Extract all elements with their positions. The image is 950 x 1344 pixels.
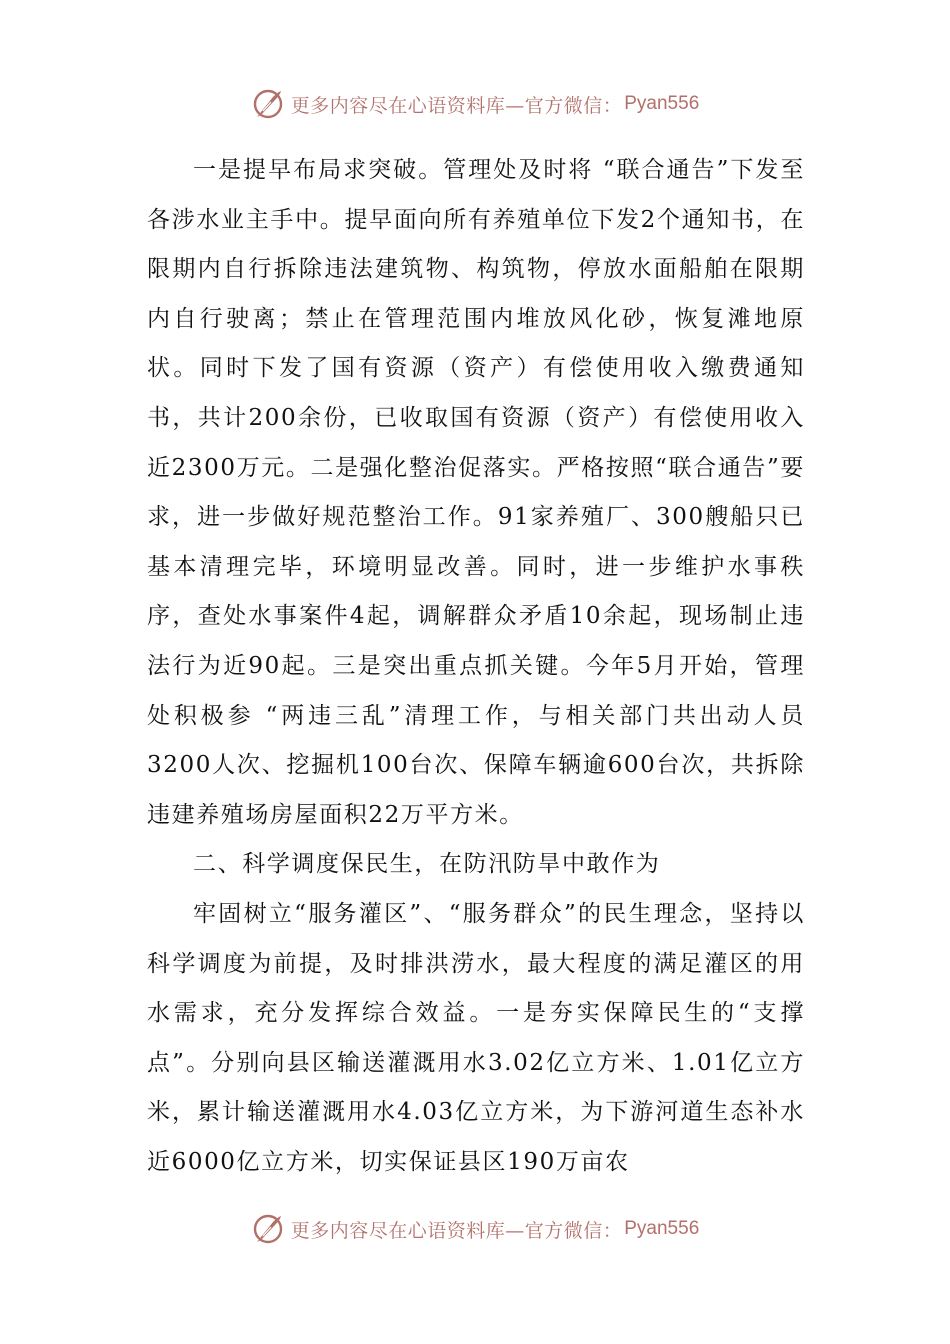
header-banner-handle: Pyan556 xyxy=(624,93,700,114)
section-heading: 二、科学调度保民生，在防汛防旱中敢作为 xyxy=(193,851,661,878)
footer-watermark-banner xyxy=(0,1209,950,1249)
header-watermark-banner xyxy=(0,84,950,124)
quill-logo-icon xyxy=(251,87,285,121)
document-body xyxy=(147,146,805,1187)
body-paragraph-2: 牢固树立“服务灌区”、“服务群众”的民生理念，坚持以科学调度为前提，及时排洪涝水，最大程度的满足灌区的用水需求，充分发挥综合效益。一是夯实保障民生的“支撑点”。分别向县区输送灌溉用水3.02亿立方米、1.01亿立方米，累计输送灌溉用水4.03亿立方米，为下游河道生态补水近6000亿立方米，切实保证县区190万亩农 xyxy=(147,900,805,1175)
body-paragraph-1: 一是提早布局求突破。管理处及时将 “联合通告”下发至各涉水业主手中。提早面向所有养殖单位下发2个通知书，在限期内自行拆除违法建筑物、构筑物，停放水面船舶在限期内自行驶离；禁止在管理范围内堆放风化砂，恢复滩地原状。同时下发了国有资源（资产）有偿使用收入缴费通知书，共计200余份，已收取国有资源（资产）有偿使用收入近2300万元。二是强化整治促落实。严格按照“联合通告”要求，进一步做好规范整治工作。91家养殖厂、300艘船只已基本清理完毕，环境明显改善。同时，进一步维护水事秩序，查处水事案件4起，调解群众矛盾10余起，现场制止违法行为近90起。三是突出重点抓关键。今年5月开始，管理处积极参 “两违三乱”清理工作，与相关部门共出动人员3200人次、挖掘机100台次、保障车辆逾600台次，共拆除违建养殖场房屋面积22万平方米。 xyxy=(147,157,805,828)
footer-banner-text: 更多内容尽在心语资料库—官方微信： xyxy=(290,1219,623,1242)
header-banner-text: 更多内容尽在心语资料库—官方微信： xyxy=(290,94,623,117)
quill-logo-icon xyxy=(251,1212,285,1246)
footer-banner-handle: Pyan556 xyxy=(624,1218,700,1239)
